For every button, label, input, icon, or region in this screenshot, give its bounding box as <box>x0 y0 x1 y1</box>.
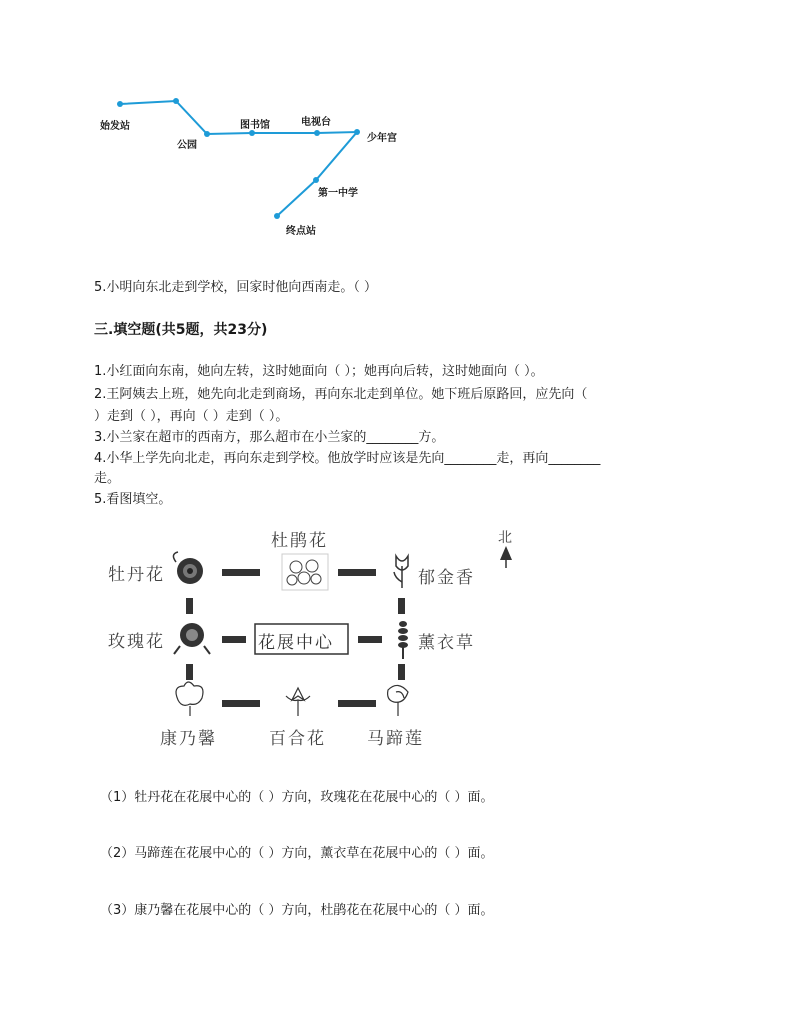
flower-label-peony: 牡丹花 <box>108 565 165 585</box>
station-label: 公园 <box>177 140 197 151</box>
north-label: 北 <box>498 530 512 546</box>
rose-icon <box>174 623 210 654</box>
station-label: 少年宫 <box>367 133 397 144</box>
calla-lily-icon <box>388 685 408 716</box>
flower-label-lily: 百合花 <box>269 729 326 749</box>
fill-question-4-cont: 走。 <box>94 471 121 486</box>
station-label: 终点站 <box>286 226 316 237</box>
sub-question-2: （2）马蹄莲在花展中心的（ ）方向，薰衣草在花展中心的（ ）面。 <box>100 846 494 861</box>
section-title: 三.填空题(共5题，共23分) <box>94 322 268 338</box>
fill-question-5: 5.看图填空。 <box>94 492 172 507</box>
flower-label-lavender: 薰衣草 <box>418 633 475 653</box>
station-label: 始发站 <box>100 121 130 132</box>
lily-icon <box>286 688 310 716</box>
flower-label-calla: 马蹄莲 <box>367 729 424 749</box>
station-label: 电视台 <box>301 117 331 128</box>
center-label: 花展中心 <box>258 633 334 653</box>
azalea-icon <box>282 554 328 590</box>
tulip-icon <box>394 556 408 588</box>
station-label: 第一中学 <box>318 188 358 199</box>
flower-label-rose: 玫瑰花 <box>108 632 165 652</box>
flower-label-azalea: 杜鹃花 <box>271 531 328 551</box>
fill-question-3: 3.小兰家在超市的西南方，那么超市在小兰家的________方。 <box>94 430 445 445</box>
fill-question-4: 4.小华上学先向北走，再向东走到学校。他放学时应该是先向________走，再向________ <box>94 451 601 466</box>
lavender-icon <box>398 621 408 659</box>
peony-icon <box>173 552 203 584</box>
sub-question-1: （1）牡丹花在花展中心的（ ）方向，玫瑰花在花展中心的（ ）面。 <box>100 790 494 805</box>
judge-question-5: 5.小明向东北走到学校，回家时他向西南走。（ ） <box>94 280 378 295</box>
fill-question-2-cont: ）走到（ ），再向（ ）走到（ ）。 <box>94 409 289 424</box>
flower-label-carnation: 康乃馨 <box>160 729 217 749</box>
fill-question-1: 1.小红面向东南，她向左转，这时她面向（ ）；她再向后转，这时她面向（ ）。 <box>94 364 544 379</box>
flower-label-tulip: 郁金香 <box>418 568 475 588</box>
fill-question-2: 2.王阿姨去上班，她先向北走到商场，再向东北走到单位。她下班后原路回，应先向（ <box>94 387 588 402</box>
sub-question-3: （3）康乃馨在花展中心的（ ）方向，杜鹃花在花展中心的（ ）面。 <box>100 903 494 918</box>
station-label: 图书馆 <box>240 120 270 131</box>
carnation-icon <box>176 682 203 716</box>
north-arrow-icon <box>500 546 512 568</box>
